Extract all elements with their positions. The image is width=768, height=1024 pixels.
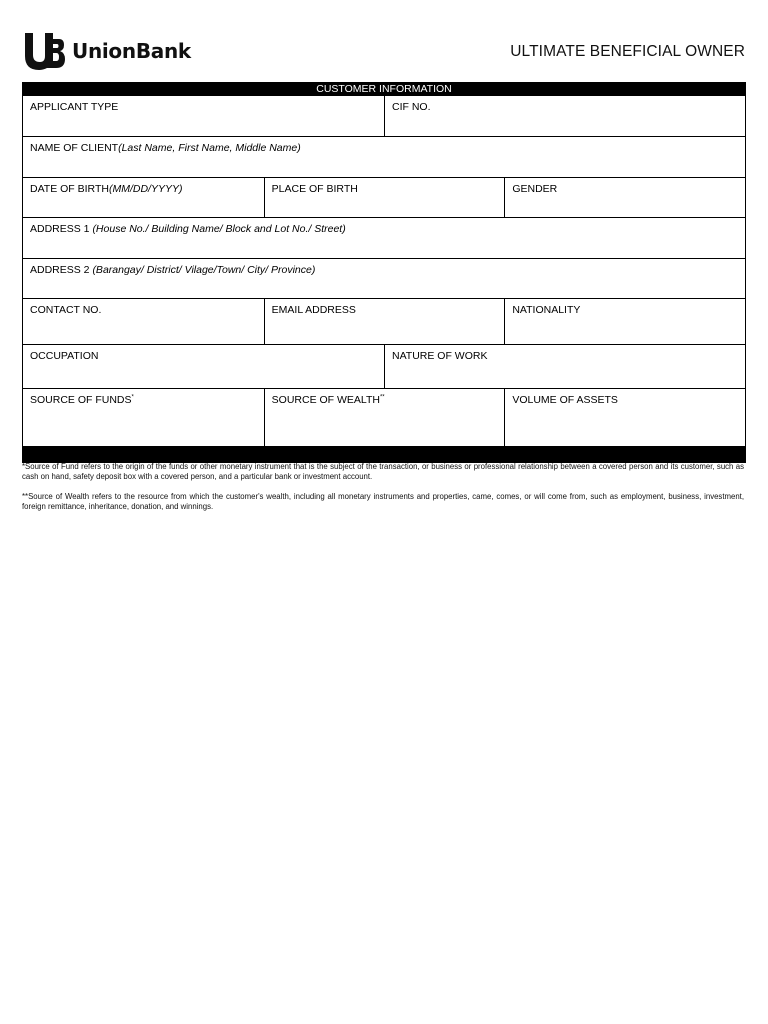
cif-no-field[interactable]: [384, 96, 745, 136]
date-of-birth-label: DATE OF BIRTH: [30, 183, 109, 195]
form-row: [23, 96, 745, 136]
applicant-type-label: APPLICANT TYPE: [30, 101, 119, 113]
form-row: [23, 388, 745, 446]
applicant-type-field[interactable]: [23, 96, 384, 136]
email-address-field[interactable]: [264, 299, 505, 344]
nature-of-work-field[interactable]: [384, 345, 745, 388]
date-of-birth-field[interactable]: [23, 178, 264, 217]
customer-information-form: [22, 82, 746, 463]
address1-label: ADDRESS 1: [30, 223, 93, 235]
volume-of-assets-field[interactable]: [504, 389, 745, 446]
brand-name: UnionBank: [72, 39, 191, 63]
form-row: [23, 136, 745, 177]
name-of-client-label: NAME OF CLIENT: [30, 142, 119, 154]
address1-hint: (House No./ Building Name/ Block and Lot No./ Street): [92, 223, 346, 235]
unionbank-logo-icon: [23, 31, 65, 71]
source-of-funds-footnote-mark: *: [131, 394, 134, 401]
source-of-funds-label: SOURCE OF FUNDS: [30, 394, 132, 406]
nature-of-work-label: NATURE OF WORK: [392, 350, 488, 362]
gender-label: GENDER: [512, 183, 558, 195]
address1-field[interactable]: [23, 218, 745, 258]
source-of-wealth-field[interactable]: [264, 389, 505, 446]
nationality-field[interactable]: [504, 299, 745, 344]
source-of-wealth-label: SOURCE OF WEALTH: [271, 394, 380, 406]
gender-field[interactable]: [504, 178, 745, 217]
section-header: CUSTOMER INFORMATION: [23, 83, 745, 96]
cif-no-label: CIF NO.: [392, 101, 431, 113]
email-address-label: EMAIL ADDRESS: [271, 304, 356, 316]
place-of-birth-label: PLACE OF BIRTH: [271, 183, 358, 195]
section-footer-bar: [23, 446, 745, 462]
name-of-client-field[interactable]: [23, 137, 745, 177]
occupation-field[interactable]: [23, 345, 384, 388]
address2-field[interactable]: [23, 259, 745, 298]
place-of-birth-field[interactable]: [264, 178, 505, 217]
footnotes: [22, 462, 744, 522]
contact-no-field[interactable]: [23, 299, 264, 344]
document-title: ULTIMATE BENEFICIAL OWNER: [510, 43, 745, 60]
unionbank-logo: [23, 31, 191, 71]
name-of-client-hint: (Last Name, First Name, Middle Name): [118, 142, 301, 154]
volume-of-assets-label: VOLUME OF ASSETS: [512, 394, 618, 406]
address2-label: ADDRESS 2: [30, 264, 93, 276]
source-of-fund-note: *Source of Fund refers to the origin of the funds or other monetary instrument that is the subject of the transaction, or business or professional relationship between a covered person and its customer, such as cash on hand, safety deposit box with a covered person, and a particular bank or investment account.: [22, 462, 744, 481]
form-row: [23, 177, 745, 217]
source-of-wealth-note: **Source of Wealth refers to the resource from which the customer's wealth, including all monetary instruments and properties, came, comes, or will come from, such as employment, business, investment, foreign remittance, inheritance, donation, and winnings.: [22, 492, 744, 511]
occupation-label: OCCUPATION: [30, 350, 99, 362]
form-row: [23, 258, 745, 298]
form-row: [23, 298, 745, 344]
contact-no-label: CONTACT NO.: [30, 304, 102, 316]
source-of-wealth-footnote-mark: **: [379, 394, 385, 401]
address2-hint: (Barangay/ District/ Vilage/Town/ City/ Province): [92, 264, 316, 276]
form-row: [23, 344, 745, 388]
source-of-funds-field[interactable]: [23, 389, 264, 446]
nationality-label: NATIONALITY: [512, 304, 581, 316]
form-row: [23, 217, 745, 258]
date-of-birth-hint: (MM/DD/YYYY): [108, 183, 183, 195]
